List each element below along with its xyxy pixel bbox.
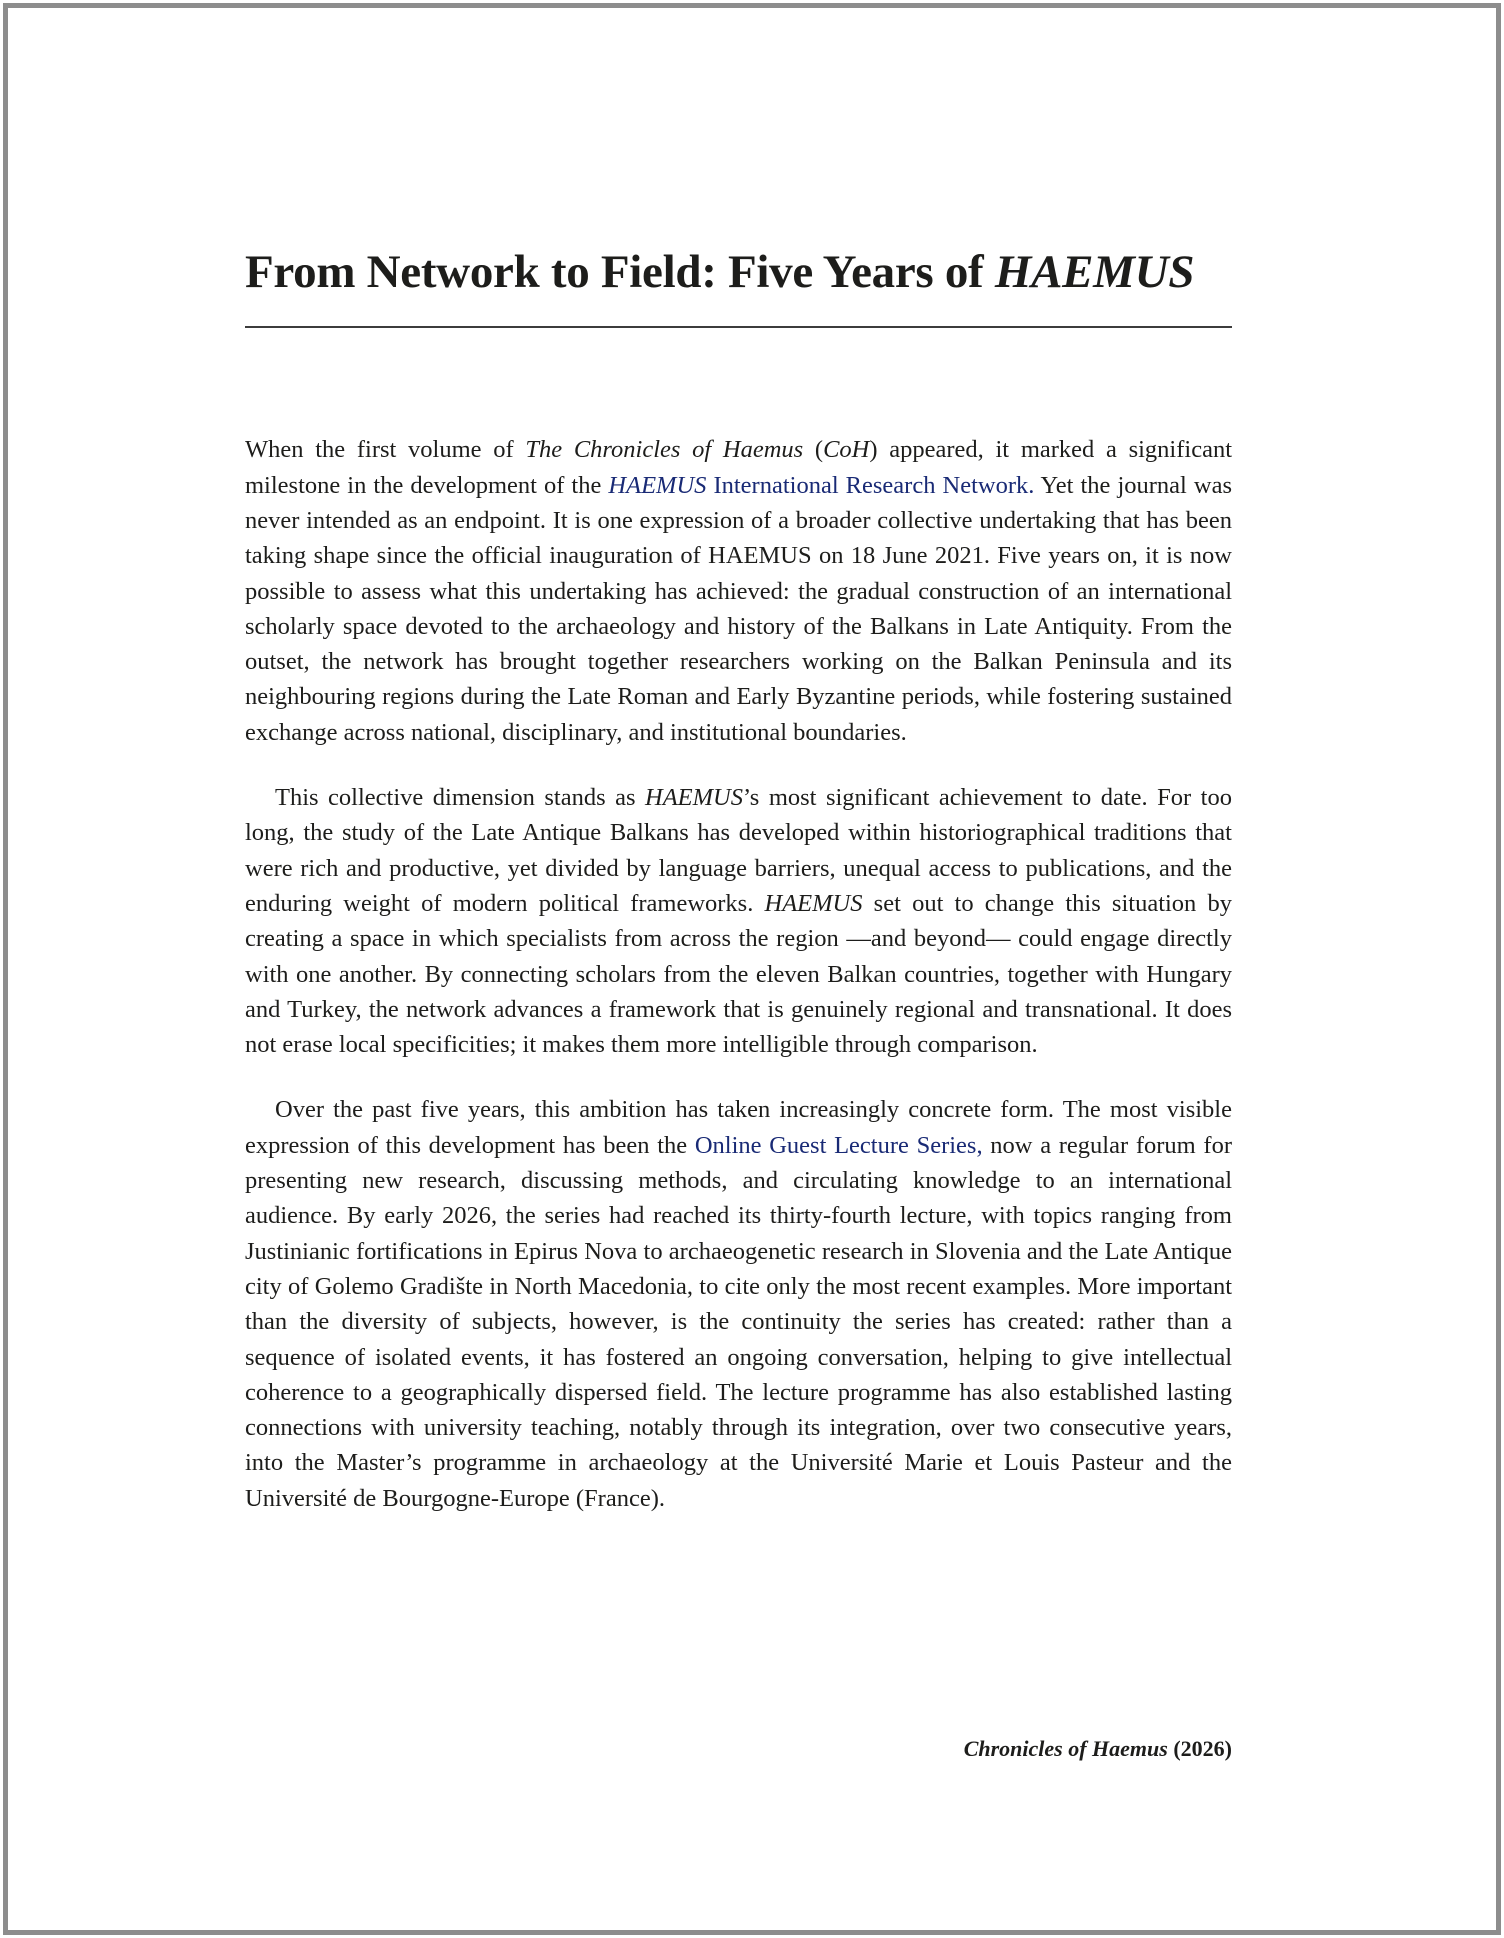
paragraph-2	[245, 780, 1232, 1062]
page-title-text: From Network to Field: Five Years of	[245, 246, 995, 298]
italic-text: HAEMUS	[645, 784, 743, 812]
body-text: (	[803, 436, 824, 464]
body-text: Over the past five years, this ambition has taken increasingly concrete form. The most visible expression of this development has been the	[245, 1096, 1232, 1159]
body-text: ) appeared, it marked a significant milestone in the development of the	[245, 436, 1233, 499]
journal-footer-name: Chronicles of Haemus	[963, 1736, 1168, 1761]
body-text: set out to change this situation by creating a space in which specialists from across the region —and beyond— could engage directly with one another. By connecting scholars from the eleven Balkan countries, together with Hungary and Turkey, the network advances a framework that is genuinely regional and transnational. It does not erase local specificities; it makes them more intelligible through comparison.	[245, 889, 1232, 1059]
paragraph-1	[245, 432, 1232, 750]
italic-text: HAEMUS	[764, 889, 863, 917]
body-text: now a regular forum for presenting new research, discussing methods, and circulating knowledge to an international audience. By early 2026, the series had reached its thirty-fourth lecture, with topics ranging from Justinianic fortifications in Epirus Nova to archaeogenetic research in Slovenia and the Late Antique city of Golemo Gradište in North Macedonia, to cite only the most recent examples. More important than the diversity of subjects, however, is the continuity the series has created: rather than a sequence of isolated events, it has fostered an ongoing conversation, helping to give intellectual coherence to a geographically dispersed field. The lecture programme has also established lasting connections with university teaching, notably through its integration, over two consecutive years, into the Master’s programme in archaeology at the Université Marie et Louis Pasteur and the Université de Bourgogne-Europe (France).	[245, 1131, 1232, 1512]
italic-text: The Chronicles of Haemus	[525, 436, 804, 464]
body-text: Yet the journal was never intended as an endpoint. It is one expression of a broader collective undertaking that has been taking shape since the official inauguration of HAEMUS on 18 June 2021. Five years on, it is now possible to assess what this undertaking has achieved: the gradual construction of an international scholarly space devoted to the archaeology and history of the Balkans in Late Antiquity. From the outset, the network has brought together researchers working on the Balkan Peninsula and its neighbouring regions during the Late Roman and Early Byzantine periods, while fostering sustained exchange across national, disciplinary, and institutional boundaries.	[245, 471, 1232, 746]
body-text: ’s most significant achievement to date. For too long, the study of the Late Antique Balkans has developed within historiographical traditions that were rich and productive, yet divided by language barriers, unequal access to publications, and the enduring weight of modern political frameworks.	[245, 784, 1232, 917]
page-title	[245, 244, 1232, 300]
title-rule	[245, 326, 1232, 328]
page-title-italic: HAEMUS	[994, 246, 1195, 298]
inline-link[interactable]: Online Guest Lecture Series,	[694, 1131, 983, 1159]
journal-footer-year: (2026)	[1167, 1736, 1232, 1761]
body-text: When the first volume of	[245, 436, 526, 464]
body-text: This collective dimension stands as	[275, 784, 645, 812]
page-content	[245, 0, 1232, 1546]
inline-link[interactable]: International Research Network.	[706, 471, 1035, 499]
journal-footer	[964, 1736, 1232, 1762]
inline-link[interactable]: HAEMUS	[608, 471, 707, 499]
paragraph-3	[245, 1092, 1232, 1516]
italic-text: CoH	[823, 436, 870, 464]
article-body	[245, 432, 1232, 1516]
